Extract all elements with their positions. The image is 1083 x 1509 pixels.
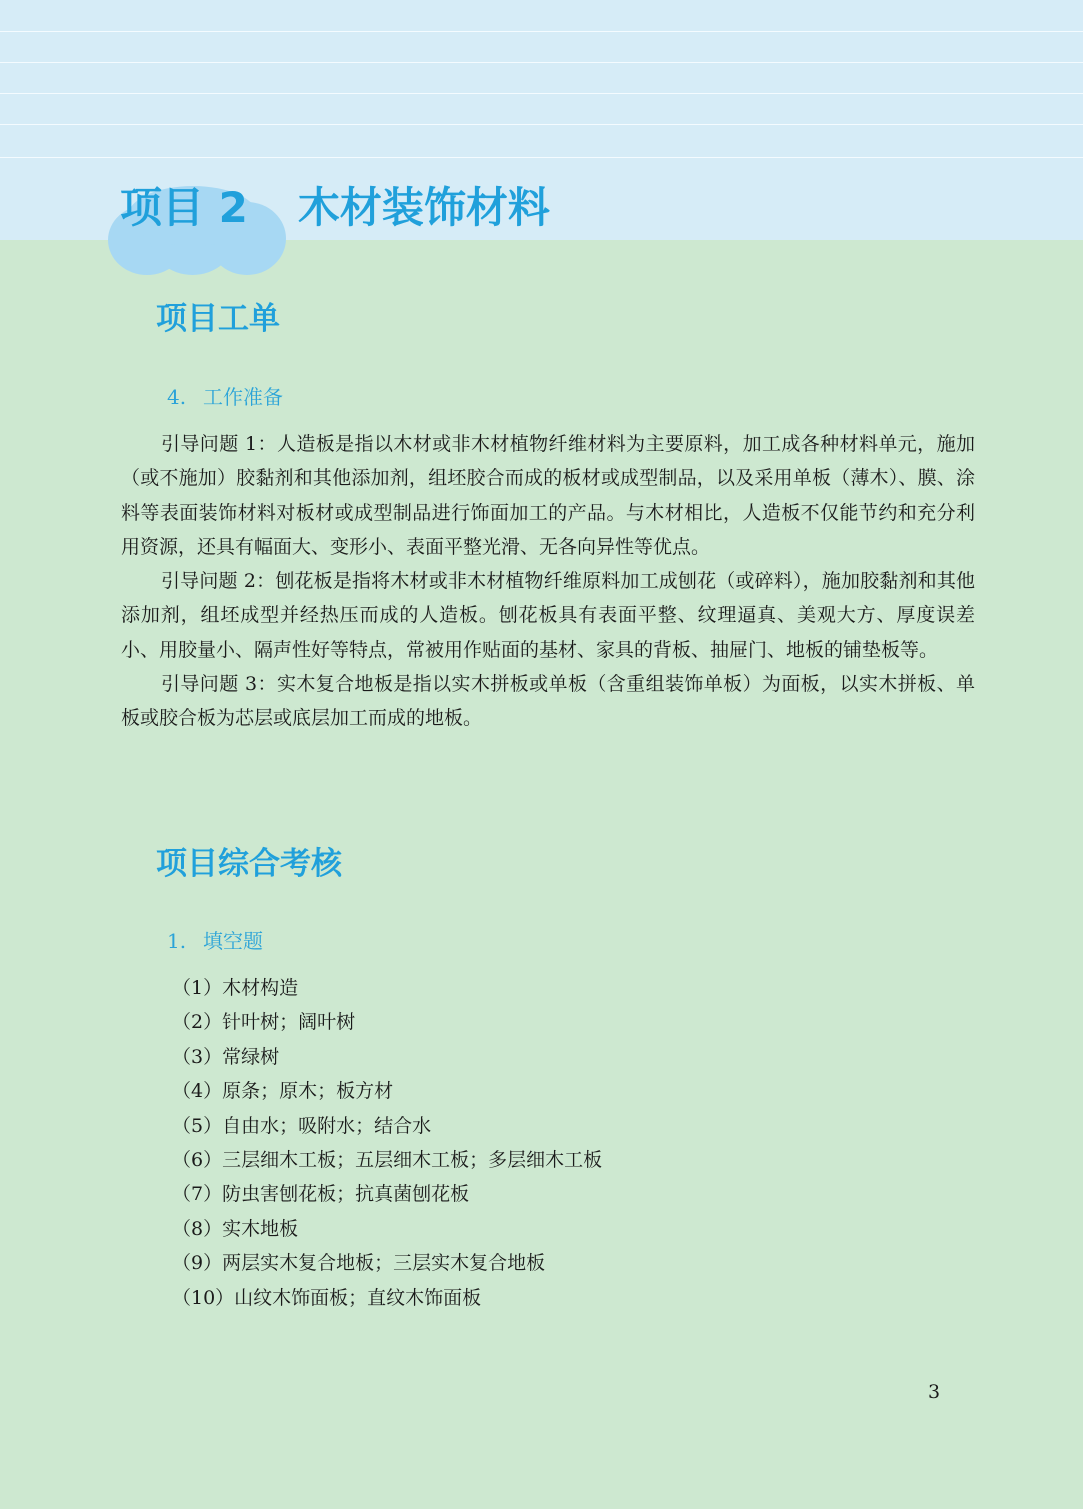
header-stripe [0,124,1083,125]
answer-item: （4）原条；原木；板方材 [172,1080,394,1103]
page-number: 3 [928,1381,941,1403]
guiding-question-1: 引导问题 1：人造板是指以木材或非木材植物纤维材料为主要原料，加工成各种材料单元，施加（或不施加）胶黏剂和其他添加剂，组坯胶合而成的板材或成型制品，以及采用单板（薄木）、膜、涂料等表面装饰材料对板材或成型制品进行饰面加工的产品。与木材相比，人造板不仅能节约和充分利用资源，还具有幅面大、变形小、表面平整光滑、无各向异性等优点。 [121,433,975,558]
answer-item: （7）防虫害刨花板；抗真菌刨花板 [172,1183,470,1206]
subheading-number: 1. [167,929,187,953]
header-stripe [0,62,1083,63]
chapter-label: 项目 2 [120,183,248,232]
answer-item: （2）针叶树；阔叶树 [172,1011,356,1034]
subheading-text: 填空题 [203,929,263,953]
guiding-question-2: 引导问题 2：刨花板是指将木材或非木材植物纤维原料加工成刨花（或碎料），施加胶黏剂和其他添加剂，组坯成型并经热压而成的人造板。刨花板具有表面平整、纹理逼真、美观大方、厚度误差小、用胶量小、隔声性好等特点，常被用作贴面的基材、家具的背板、抽屉门、地板的铺垫板等。 [121,570,975,661]
answer-list [172,971,602,1315]
subheading-fill-blank [167,926,263,956]
section-title-work-order: 项目工单 [156,301,280,337]
answer-item: （9）两层实木复合地板；三层实木复合地板 [172,1252,546,1275]
section-title-assessment: 项目综合考核 [156,846,342,882]
subheading-work-preparation [167,382,283,412]
answer-item: （10）山纹木饰面板；直纹木饰面板 [172,1286,482,1309]
chapter-name: 木材装饰材料 [297,183,550,232]
subheading-text: 工作准备 [203,385,283,409]
answer-item: （5）自由水；吸附水；结合水 [172,1114,432,1137]
guiding-questions [121,427,975,736]
header-stripe [0,31,1083,32]
chapter-title [120,178,550,238]
answer-item: （3）常绿树 [172,1045,280,1068]
guiding-question-3: 引导问题 3：实木复合地板是指以实木拼板或单板（含重组装饰单板）为面板，以实木拼板、单板或胶合板为芯层或底层加工而成的地板。 [121,673,975,730]
header-stripe [0,93,1083,94]
answer-item: （6）三层细木工板；五层细木工板；多层细木工板 [172,1149,603,1172]
answer-item: （1）木材构造 [172,977,299,999]
answer-item: （8）实木地板 [172,1217,299,1240]
subheading-number: 4. [167,385,187,409]
header-stripe [0,157,1083,158]
